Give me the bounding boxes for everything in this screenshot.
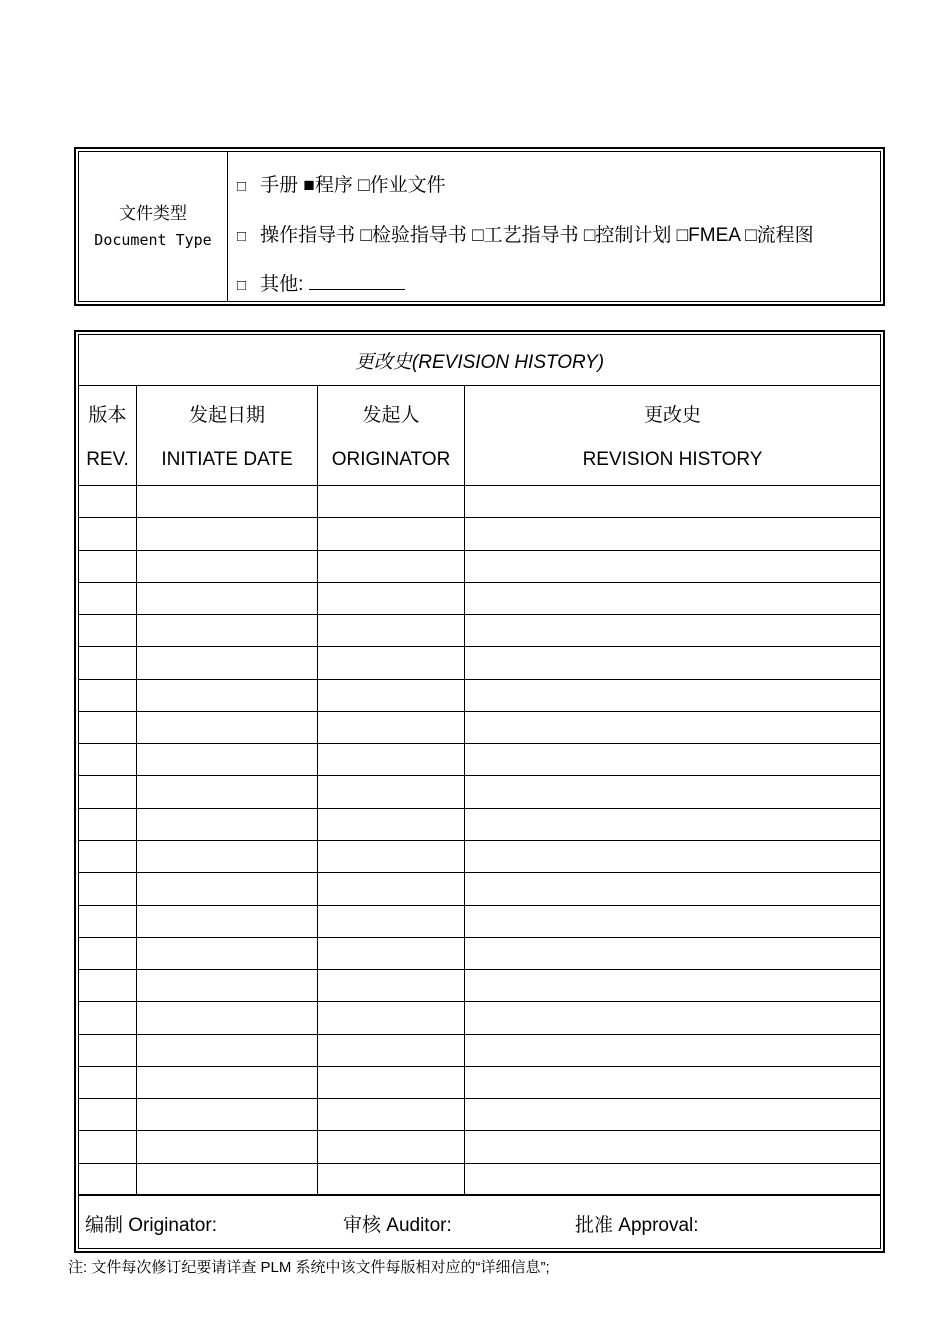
revision-history-title: 更改史(REVISION HISTORY) bbox=[79, 335, 880, 386]
document-type-label-cell bbox=[79, 152, 228, 301]
header-revision-history bbox=[465, 386, 880, 486]
option-operation-guide[interactable]: 操作指导书 bbox=[260, 225, 356, 246]
table-row[interactable] bbox=[79, 486, 880, 518]
table-row[interactable] bbox=[79, 1002, 880, 1034]
table-row[interactable] bbox=[79, 809, 880, 841]
header-rev-zh: 版本 bbox=[88, 405, 127, 426]
header-initiate-date-en: INITIATE DATE bbox=[161, 449, 293, 470]
document-type-box bbox=[74, 147, 885, 306]
table-row[interactable] bbox=[79, 938, 880, 970]
signature-originator: 编制 Originator: bbox=[85, 1215, 217, 1236]
revision-history-table bbox=[74, 330, 885, 1253]
option-other-label: 其他: bbox=[260, 274, 304, 295]
document-type-line-3 bbox=[237, 269, 405, 296]
option-fmea[interactable]: □FMEA bbox=[676, 225, 740, 246]
checkbox-icon[interactable]: □ bbox=[237, 277, 247, 294]
table-row[interactable] bbox=[79, 680, 880, 712]
header-initiate-date bbox=[137, 386, 317, 486]
table-row[interactable] bbox=[79, 583, 880, 615]
other-input-line[interactable] bbox=[309, 271, 405, 290]
option-control-plan[interactable]: □控制计划 bbox=[583, 225, 672, 246]
table-row[interactable] bbox=[79, 841, 880, 873]
table-row[interactable] bbox=[79, 1067, 880, 1099]
table-row[interactable] bbox=[79, 906, 880, 938]
option-procedure[interactable]: ■程序 bbox=[303, 175, 353, 196]
document-type-line-1 bbox=[237, 170, 446, 197]
header-revision-history-zh: 更改史 bbox=[643, 405, 701, 426]
header-initiate-date-zh: 发起日期 bbox=[188, 405, 265, 426]
header-rev bbox=[79, 386, 136, 486]
option-work-instruction[interactable]: □作业文件 bbox=[358, 175, 446, 196]
document-type-label-en: Document Type bbox=[94, 230, 212, 249]
document-type-label-zh: 文件类型 bbox=[119, 203, 187, 224]
option-manual[interactable]: 手册 bbox=[260, 175, 299, 196]
table-row[interactable] bbox=[79, 776, 880, 808]
signature-approval: 批准 Approval: bbox=[575, 1215, 699, 1236]
option-process-guide[interactable]: □工艺指导书 bbox=[472, 225, 579, 246]
table-row[interactable] bbox=[79, 970, 880, 1002]
table-row[interactable] bbox=[79, 744, 880, 776]
document-type-line-2 bbox=[237, 220, 814, 247]
footnote: 注: 文件每次修订纪要请详查 PLM 系统中该文件每版相对应的“详细信息”; bbox=[68, 1259, 550, 1276]
option-inspection-guide[interactable]: □检验指导书 bbox=[360, 225, 467, 246]
table-row[interactable] bbox=[79, 712, 880, 744]
checkbox-icon[interactable]: □ bbox=[237, 178, 247, 195]
table-row[interactable] bbox=[79, 873, 880, 905]
checkbox-icon[interactable]: □ bbox=[237, 228, 247, 245]
header-originator-zh: 发起人 bbox=[362, 405, 420, 426]
header-originator bbox=[318, 386, 464, 486]
table-row[interactable] bbox=[79, 1131, 880, 1163]
header-rev-en: REV. bbox=[86, 449, 129, 470]
table-row[interactable] bbox=[79, 647, 880, 679]
header-originator-en: ORIGINATOR bbox=[331, 449, 451, 470]
signature-auditor: 审核 Auditor: bbox=[343, 1215, 452, 1236]
table-row[interactable] bbox=[79, 1164, 880, 1196]
table-row[interactable] bbox=[79, 1035, 880, 1067]
option-flowchart[interactable]: □流程图 bbox=[745, 225, 814, 246]
signature-row bbox=[79, 1194, 880, 1248]
header-revision-history-en: REVISION HISTORY bbox=[582, 449, 763, 470]
table-row[interactable] bbox=[79, 518, 880, 550]
table-row[interactable] bbox=[79, 1099, 880, 1131]
table-row[interactable] bbox=[79, 615, 880, 647]
table-row[interactable] bbox=[79, 551, 880, 583]
